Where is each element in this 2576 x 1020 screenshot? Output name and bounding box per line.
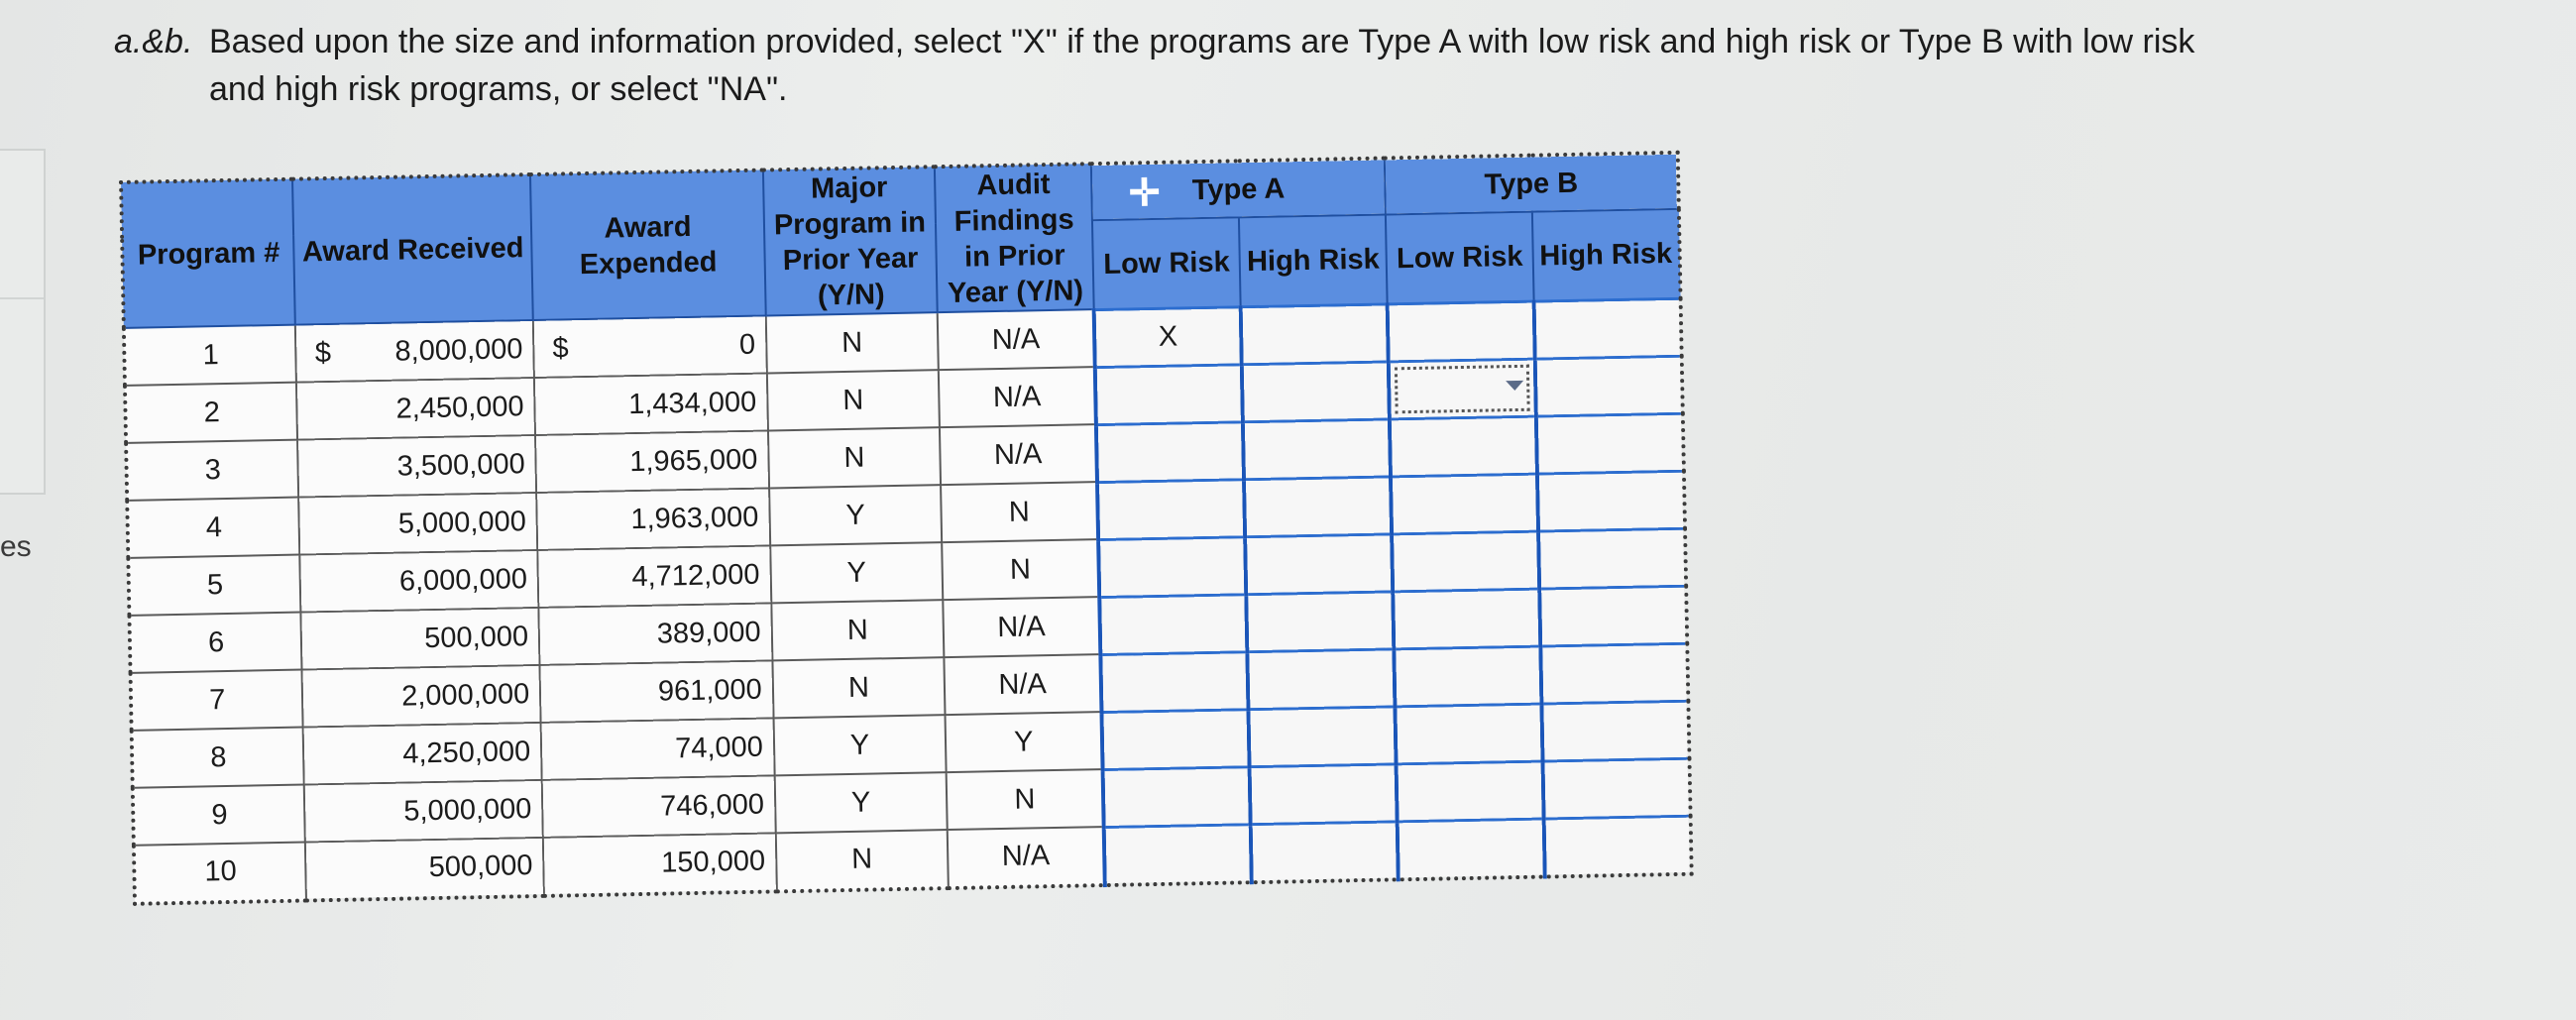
award-received-value: 2,000,000 — [400, 677, 530, 713]
audit-findings-value: N — [1009, 552, 1032, 586]
program-number-cell — [134, 843, 306, 904]
type-b-high-risk-select[interactable] — [1540, 643, 1688, 704]
award-expended-cell — [537, 545, 771, 607]
major-program-value: N — [850, 843, 873, 876]
award-expended-value: 150,000 — [660, 845, 766, 879]
question-text: Based upon the size and information provided, select "X" if the programs are Type A with low risk and high risk or Type B with low risk and high risk programs, or select "NA". — [209, 23, 2195, 108]
major-program-value: Y — [849, 729, 870, 761]
award-expended-value: 1,965,000 — [628, 443, 758, 478]
type-b-high-risk-select[interactable] — [1542, 758, 1690, 819]
type-b-low-risk-select[interactable] — [1388, 301, 1535, 362]
major-program-value: N — [842, 384, 864, 416]
award-expended-value: 746,000 — [659, 788, 765, 823]
type-b-high-risk-select[interactable] — [1539, 586, 1687, 646]
award-expended-value: 961,000 — [657, 673, 763, 708]
award-received-cell — [305, 838, 544, 900]
audit-findings-cell — [947, 769, 1104, 830]
type-b-low-risk-select[interactable] — [1393, 589, 1540, 649]
award-received-cell — [295, 320, 534, 383]
audit-findings-value: N/A — [998, 667, 1048, 701]
audit-findings-value: N — [1008, 495, 1031, 528]
award-received-value: 3,500,000 — [396, 447, 525, 483]
header-type-a-low-risk: Low Risk — [1092, 218, 1241, 309]
type-a-high-risk-select[interactable] — [1248, 648, 1396, 709]
type-a-high-risk-select[interactable] — [1251, 821, 1399, 881]
major-program-cell — [765, 312, 938, 373]
type-b-high-risk-select[interactable] — [1535, 356, 1683, 416]
major-program-cell — [768, 427, 941, 488]
award-expended-value: 1,963,000 — [630, 501, 759, 535]
type-b-high-risk-select[interactable] — [1536, 413, 1684, 474]
award-expended-cell — [536, 488, 770, 549]
award-expended-value: 1,434,000 — [627, 386, 757, 420]
expended-dollar-sign: $ — [552, 331, 569, 365]
type-a-low-risk-value: X — [1158, 320, 1178, 353]
major-program-cell — [770, 542, 943, 603]
award-received-cell — [303, 723, 542, 785]
award-expended-cell — [543, 833, 777, 895]
question-label: a.&b. — [114, 23, 193, 60]
major-program-cell — [774, 772, 947, 833]
program-number-cell — [124, 325, 296, 386]
audit-findings-cell — [946, 712, 1103, 772]
program-number: 9 — [211, 798, 228, 831]
award-expended-value: 0 — [738, 328, 756, 361]
audit-findings-cell — [939, 367, 1096, 427]
audit-findings-value: N/A — [1001, 840, 1051, 873]
audit-findings-cell — [938, 309, 1095, 370]
audit-findings-cell — [942, 539, 1099, 600]
program-number: 6 — [207, 625, 225, 658]
audit-findings-value: N/A — [997, 610, 1046, 643]
award-expended-cell — [535, 430, 769, 492]
award-received-cell — [300, 550, 539, 613]
header-type-a-high-risk: High Risk — [1239, 215, 1388, 306]
type-b-high-risk-select[interactable] — [1541, 701, 1689, 761]
major-program-value: N — [847, 671, 870, 704]
type-a-high-risk-select[interactable] — [1244, 476, 1392, 536]
award-received-cell — [301, 608, 540, 670]
header-major-program: Major Program in Prior Year (Y/N) — [763, 167, 938, 315]
award-received-value: 8,000,000 — [394, 332, 523, 368]
program-number: 2 — [203, 396, 221, 428]
award-expended-cell — [540, 660, 774, 722]
award-received-value: 5,000,000 — [403, 792, 532, 828]
award-expended-value: 389,000 — [656, 616, 761, 650]
major-program-value: N — [840, 326, 863, 359]
program-number: 10 — [204, 855, 238, 888]
type-b-low-risk-select[interactable] — [1391, 474, 1538, 534]
audit-findings-value: N — [1014, 782, 1036, 816]
type-b-low-risk-select[interactable] — [1389, 359, 1536, 419]
header-program: Program # — [121, 179, 295, 328]
type-b-low-risk-select[interactable] — [1398, 819, 1545, 879]
program-number: 7 — [208, 683, 226, 716]
program-number-cell — [126, 440, 298, 501]
header-type-b-high-risk: High Risk — [1532, 209, 1681, 300]
major-program-cell — [769, 485, 942, 545]
answer-table-body — [124, 298, 1692, 904]
header-type-a-label: Type A — [1191, 172, 1286, 207]
program-number-cell — [127, 498, 299, 558]
major-program-cell — [776, 830, 949, 891]
type-b-low-risk-select[interactable] — [1390, 416, 1537, 477]
award-received-cell — [299, 493, 538, 555]
audit-findings-cell — [943, 597, 1100, 657]
major-program-value: Y — [845, 499, 866, 531]
award-expended-value: 74,000 — [674, 731, 764, 764]
type-a-high-risk-select[interactable] — [1249, 706, 1397, 766]
award-expended-cell — [542, 775, 776, 837]
award-received-cell — [296, 378, 535, 440]
answer-table — [119, 151, 1694, 906]
program-number: 1 — [202, 338, 219, 371]
type-a-high-risk-select[interactable] — [1250, 763, 1398, 824]
audit-findings-value: N/A — [993, 437, 1043, 471]
side-panel-text: es — [0, 530, 32, 563]
type-b-low-risk-select[interactable] — [1394, 646, 1541, 707]
type-b-high-risk-select[interactable] — [1534, 298, 1682, 359]
award-expended-cell — [533, 315, 767, 377]
program-number-cell — [129, 613, 301, 673]
type-a-low-risk-select[interactable] — [1094, 306, 1242, 367]
type-b-low-risk-select[interactable] — [1397, 761, 1544, 822]
major-program-cell — [773, 715, 946, 775]
header-type-b: Type B — [1385, 153, 1679, 215]
type-a-low-risk-select[interactable] — [1100, 594, 1248, 654]
award-received-value: 2,450,000 — [395, 390, 524, 425]
type-a-high-risk-select[interactable] — [1245, 533, 1393, 594]
type-b-low-risk-select[interactable] — [1392, 531, 1539, 592]
program-number: 5 — [206, 568, 224, 601]
audit-findings-cell — [941, 482, 1098, 542]
chevron-down-icon[interactable] — [1506, 380, 1523, 390]
award-received-value: 500,000 — [423, 620, 529, 654]
major-program-cell — [772, 657, 945, 718]
award-expended-cell — [534, 373, 768, 434]
header-type-b-low-risk: Low Risk — [1386, 212, 1534, 303]
audit-findings-cell — [945, 654, 1102, 715]
award-received-value: 500,000 — [428, 850, 533, 884]
program-number: 4 — [205, 510, 223, 543]
award-received-cell — [297, 435, 536, 498]
type-b-low-risk-select[interactable] — [1395, 704, 1542, 764]
award-expended-cell — [538, 603, 772, 664]
answer-table-container — [119, 151, 1695, 973]
type-a-low-risk-select[interactable] — [1101, 651, 1249, 712]
audit-findings-cell — [948, 827, 1105, 888]
program-number-cell — [132, 728, 304, 788]
question-prompt — [114, 18, 2215, 113]
audit-findings-cell — [940, 424, 1097, 485]
received-dollar-sign: $ — [314, 336, 332, 369]
program-number: 8 — [210, 740, 227, 773]
header-award-received: Award Received — [292, 174, 532, 325]
type-a-low-risk-select[interactable] — [1103, 766, 1251, 827]
move-cross-icon[interactable]: ✛ — [1128, 171, 1161, 215]
type-a-high-risk-select[interactable] — [1242, 361, 1390, 421]
program-number-cell — [125, 383, 297, 443]
type-a-low-risk-select[interactable] — [1095, 364, 1243, 424]
type-a-high-risk-select[interactable] — [1241, 303, 1389, 364]
award-received-value: 4,250,000 — [401, 735, 531, 770]
award-expended-value: 4,712,000 — [631, 558, 760, 593]
program-number-cell — [133, 785, 305, 846]
side-panel — [0, 149, 46, 495]
audit-findings-value: N/A — [991, 322, 1041, 356]
type-a-low-risk-select[interactable] — [1098, 536, 1246, 597]
award-received-value: 6,000,000 — [398, 562, 528, 598]
type-a-low-risk-select[interactable] — [1104, 824, 1252, 884]
type-a-high-risk-select[interactable] — [1243, 418, 1391, 479]
type-b-high-risk-select[interactable] — [1544, 816, 1692, 876]
award-received-cell — [304, 780, 543, 843]
award-received-cell — [302, 665, 541, 728]
header-audit-findings: Audit Findings in Prior Year (Y/N) — [935, 164, 1094, 312]
major-program-value: N — [846, 614, 869, 646]
type-b-high-risk-select[interactable] — [1537, 471, 1685, 531]
header-type-a — [1091, 158, 1386, 220]
type-a-high-risk-select[interactable] — [1246, 591, 1394, 651]
award-received-value: 5,000,000 — [397, 505, 527, 540]
audit-findings-value: N/A — [992, 380, 1042, 413]
type-a-low-risk-select[interactable] — [1097, 479, 1245, 539]
major-program-value: Y — [850, 786, 871, 819]
program-number-cell — [128, 555, 300, 616]
major-program-cell — [771, 600, 944, 660]
award-expended-cell — [541, 718, 775, 779]
major-program-cell — [767, 370, 940, 430]
audit-findings-value: Y — [1013, 725, 1034, 758]
type-a-low-risk-select[interactable] — [1102, 709, 1250, 769]
type-a-low-risk-select[interactable] — [1096, 421, 1244, 482]
type-b-high-risk-select[interactable] — [1538, 528, 1686, 589]
major-program-value: Y — [846, 556, 867, 589]
program-number-cell — [131, 670, 303, 731]
program-number: 3 — [204, 453, 222, 486]
header-award-expended: Award Expended — [530, 170, 765, 320]
major-program-value: N — [843, 441, 865, 474]
side-panel-divider — [0, 297, 44, 299]
